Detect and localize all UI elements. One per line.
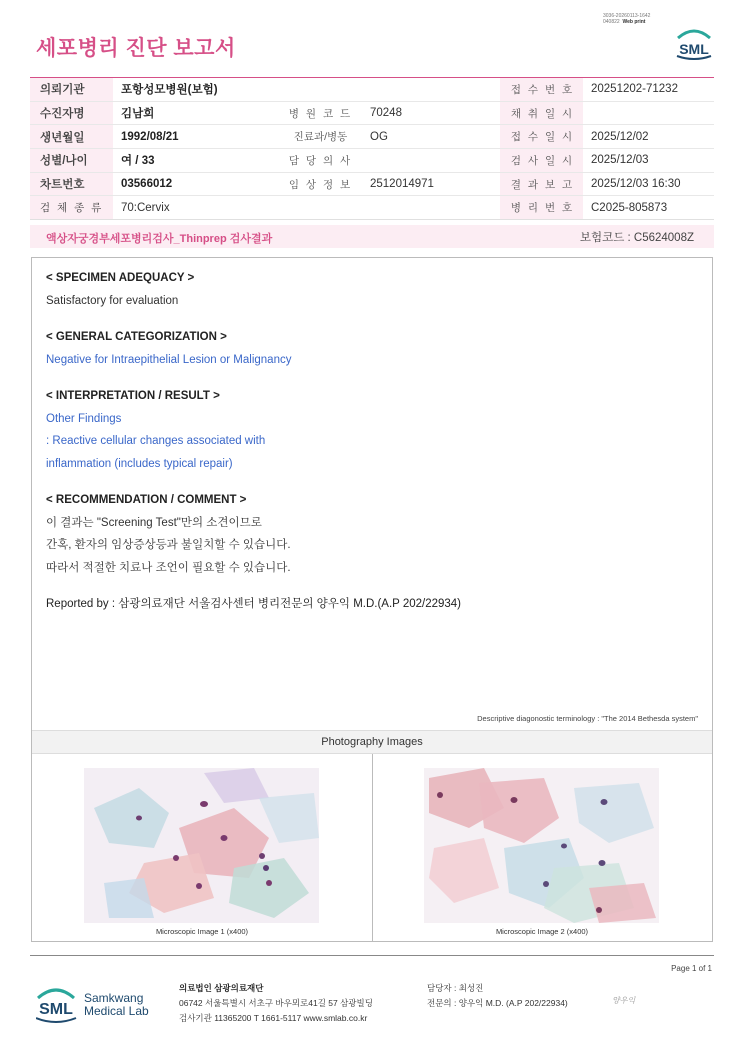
info-value: 70248 <box>362 101 500 125</box>
info-value: 1992/08/21 <box>113 125 279 149</box>
interpretation-line: : Reactive cellular changes associated with <box>46 435 266 447</box>
page-number: Page 1 of 1 <box>671 964 712 973</box>
info-value: OG <box>362 125 500 149</box>
category-heading: < GENERAL CATEGORIZATION > <box>46 331 227 343</box>
svg-text:SML: SML <box>39 1001 73 1018</box>
recommendation-line: 이 결과는 "Screening Test"만의 소견이므로 <box>46 516 262 529</box>
footer-divider <box>30 955 714 956</box>
info-label: 임 상 정 보 <box>279 172 362 196</box>
org-address: 06742 서울특별시 서초구 바우뫼로41길 57 삼광빌딩 <box>179 998 373 1008</box>
info-value: 여 / 33 <box>113 149 279 173</box>
info-label: 병 리 번 호 <box>500 196 583 220</box>
org-name: 의료법인 삼광의료재단 <box>179 983 264 993</box>
exam-bar <box>30 225 714 248</box>
photo-divider <box>372 754 373 942</box>
image-caption-1: Microscopic Image 1 (x400) <box>155 927 249 936</box>
recommendation-line: 간혹, 환자의 임상증상등과 불일치할 수 있습니다. <box>46 539 291 551</box>
info-label: 성별/나이 <box>30 149 113 173</box>
info-label: 병 원 코 드 <box>279 101 362 125</box>
print-id-line2: 040822 <box>603 19 620 25</box>
doctor-line: 전문의 : 양우익 M.D. (A.P 202/22934) <box>427 998 568 1008</box>
info-label: 진료과/병동 <box>279 125 362 149</box>
info-value: 70:Cervix <box>113 196 500 220</box>
info-value: 2512014971 <box>362 172 500 196</box>
insurance-code: 보험코드 : C5624008Z <box>579 232 694 244</box>
adequacy-text: Satisfactory for evaluation <box>46 294 179 307</box>
info-value: C2025-805873 <box>583 196 714 220</box>
info-row <box>30 101 714 125</box>
samkwang-logo-icon <box>36 980 156 1026</box>
footer-staff <box>427 981 568 1011</box>
sml-logo-icon <box>674 26 714 60</box>
exam-title: 액상자궁경부세포병리검사_Thinprep 검사결과 <box>46 233 273 245</box>
info-label: 차트번호 <box>30 172 113 196</box>
footer-org <box>179 981 373 1026</box>
info-row <box>30 172 714 196</box>
info-value: 2025/12/03 <box>583 149 714 173</box>
info-row <box>30 78 714 102</box>
microscopic-image-2 <box>424 768 659 923</box>
info-value <box>583 101 714 125</box>
category-text: Negative for Intraepithelial Lesion or Malignancy <box>46 353 292 366</box>
interpretation-section <box>46 385 265 475</box>
info-label: 결 과 보 고 <box>500 172 583 196</box>
info-label: 의뢰기관 <box>30 78 113 102</box>
print-id <box>603 13 683 25</box>
doctor-signature: 양우익 <box>612 996 636 1005</box>
adequacy-heading: < SPECIMEN ADEQUACY > <box>46 272 195 284</box>
info-row <box>30 196 714 220</box>
org-contact: 검사기관 11365200 T 1661-5117 www.smlab.co.kr <box>179 1013 368 1023</box>
logo-line2: Medical Lab <box>84 1004 149 1018</box>
interpretation-heading: < INTERPRETATION / RESULT > <box>46 390 220 402</box>
recommendation-heading: < RECOMMENDATION / COMMENT > <box>46 494 247 506</box>
info-label: 검 사 일 시 <box>500 149 583 173</box>
info-label: 접 수 번 호 <box>500 78 583 102</box>
print-id-line1: 3036-20260113-1642 <box>603 13 651 19</box>
info-label: 담 당 의 사 <box>279 149 362 173</box>
info-label: 채 취 일 시 <box>500 101 583 125</box>
info-value: 김남희 <box>113 101 279 125</box>
staff-line: 담당자 : 최성진 <box>427 983 484 993</box>
info-value: 포항성모병원(보험) <box>113 78 500 102</box>
terminology-note: Descriptive diagonostic terminology : "The 2014 Bethesda system" <box>477 714 698 723</box>
page-title: 세포병리 진단 보고서 <box>36 37 236 60</box>
image-caption-2: Microscopic Image 2 (x400) <box>495 927 589 936</box>
category-section <box>46 326 291 371</box>
web-print-label: Web print <box>622 19 646 25</box>
info-row <box>30 125 714 149</box>
recommendation-section <box>46 489 291 579</box>
info-value <box>362 149 500 173</box>
microscopic-image-1 <box>84 768 319 923</box>
interpretation-line: inflammation (includes typical repair) <box>46 457 233 470</box>
info-row <box>30 149 714 173</box>
info-label: 수진자명 <box>30 101 113 125</box>
info-value: 2025/12/02 <box>583 125 714 149</box>
result-panel <box>31 257 713 942</box>
info-value: 20251202-71232 <box>583 78 714 102</box>
info-label: 검 체 종 류 <box>30 196 113 220</box>
adequacy-section <box>46 267 194 312</box>
recommendation-line: 따라서 적절한 치료나 조언이 필요할 수 있습니다. <box>46 561 291 574</box>
interpretation-line: Other Findings <box>46 412 122 425</box>
sml-logo-text: SML <box>679 41 709 57</box>
photo-heading: Photography Images <box>32 730 712 754</box>
info-value: 2025/12/03 16:30 <box>583 172 714 196</box>
reported-by: Reported by : 삼광의료재단 서울검사센터 병리전문의 양우익 M.D.(A.P 202/22934) <box>46 598 462 610</box>
patient-info-table <box>30 77 714 220</box>
info-value: 03566012 <box>113 172 279 196</box>
info-label: 생년월일 <box>30 125 113 149</box>
logo-line1: Samkwang <box>84 991 144 1005</box>
info-label: 접 수 일 시 <box>500 125 583 149</box>
